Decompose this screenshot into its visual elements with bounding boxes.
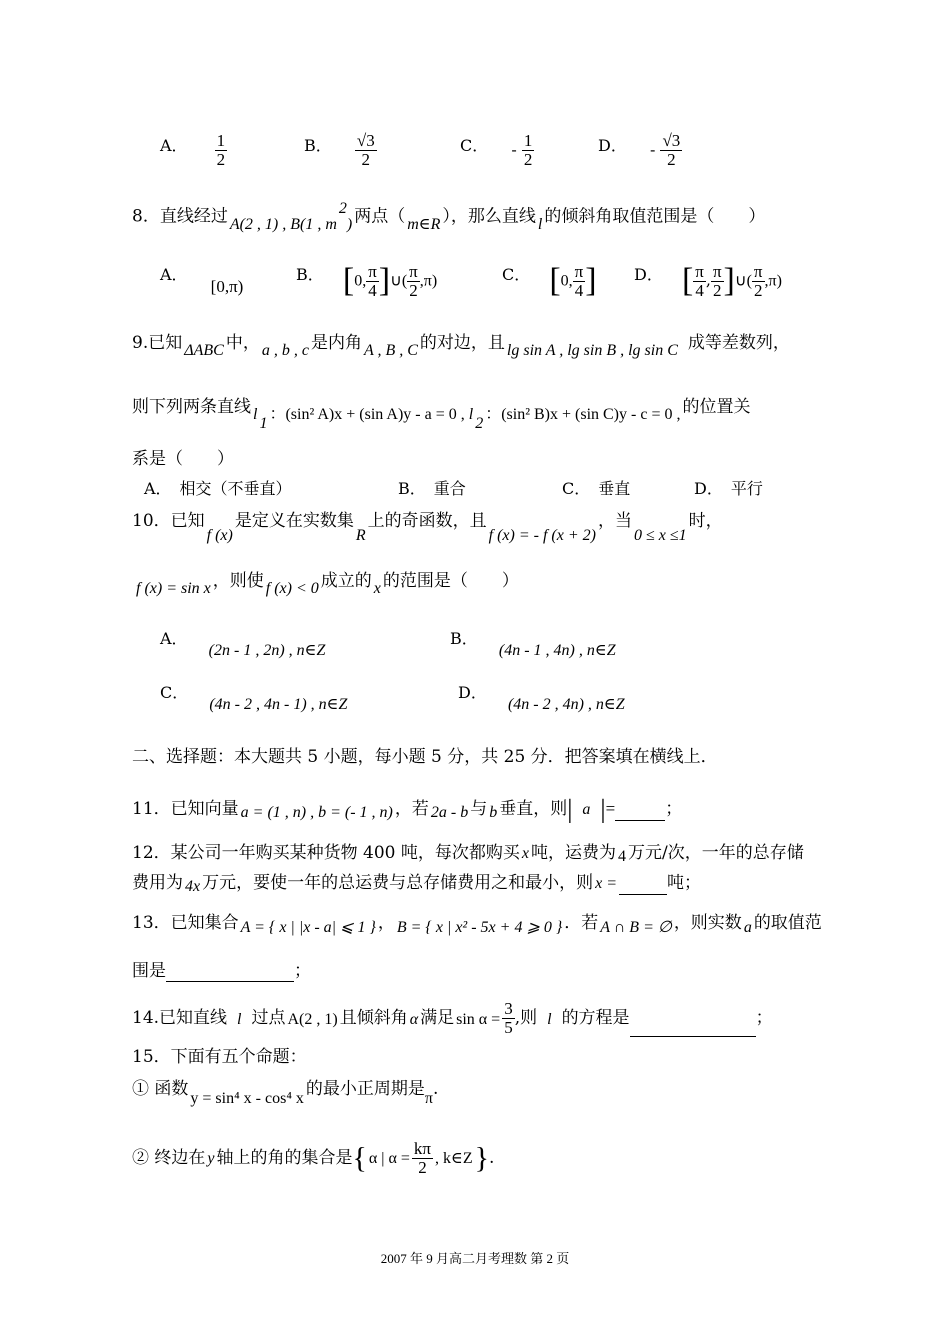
option-letter: B． bbox=[304, 136, 332, 155]
page-footer: 2007 年 9 月高二月考理数 第 2 页 bbox=[380, 1251, 570, 1266]
q11-stem: 11．已知向量 a = (1 , n) , b = (- 1 , n) ，若 2a - b 与 b 垂直，则| a |= ； bbox=[132, 794, 683, 824]
fraction: $\frac{1}{2}$ bbox=[523, 131, 533, 169]
q10-option-c: C． (4n - 2 , 4n - 1) , n∈Z bbox=[160, 683, 348, 713]
option-letter: C． bbox=[460, 136, 489, 155]
q9-stem-line3: 系是（ ） bbox=[132, 449, 234, 469]
q8-option-d: D． [ $\frac{\pi}{4}$ , $\frac{\pi}{2}$ ]∪( $\frac{\pi}{2}$ ,π) bbox=[634, 261, 782, 300]
q15-proposition-1: ① 函数 y = sin⁴ x - cos⁴ x 的最小正周期是π. bbox=[132, 1079, 439, 1107]
fraction: $\frac{1}{2}$ bbox=[216, 131, 226, 169]
q8-stem: 8．直线经过 A(2 , 1) , B(1 , $m^2$) 两点（ m∈R ），那么直线 l 的倾斜角取值范围是（ ） bbox=[132, 200, 766, 233]
q13-stem-line2: 围是 ； bbox=[132, 961, 311, 981]
answer-blank[interactable] bbox=[619, 894, 667, 895]
q10-stem-line2: f (x) = sin x ，则使 f (x) < 0 成立的 x 的范围是（ ） bbox=[136, 571, 519, 597]
q12-stem-line2: 费用为 4x 万元，要使一年的总运费与总存储费用之和最小，则 x = 吨； bbox=[132, 873, 702, 895]
q9-option-c: C． 垂直 bbox=[562, 479, 631, 498]
q9-option-a: A． 相交（不垂直） bbox=[144, 479, 292, 498]
q10-option-b: B． (4n - 1 , 4n) , n∈Z bbox=[450, 629, 616, 659]
answer-blank[interactable] bbox=[630, 1036, 756, 1037]
q8-option-c: C． [0, $\frac{\pi}{4}$ ] bbox=[502, 261, 597, 300]
q14-stem: 14.已知直线 l 过点 A(2 , 1) 且倾斜角 α 满足 sin α = $\frac{3}{5}$ ,则 l 的方程是 ； bbox=[132, 999, 773, 1037]
q12-stem-line1: 12．某公司一年购买某种货物 400 吨，每次都购买 x 吨，运费为 4 万元/次，一年的总存储 bbox=[132, 843, 804, 865]
q15-proposition-2: ② 终边在 y 轴上的角的集合是{ α | α = $\frac{k\pi}{2}$ , k∈Z}. bbox=[132, 1139, 495, 1177]
q15-stem: 15．下面有五个命题： bbox=[132, 1047, 307, 1067]
q7-option-b bbox=[304, 132, 377, 169]
minus-sign: - bbox=[649, 140, 656, 159]
q9-option-d: D． 平行 bbox=[694, 479, 763, 498]
q10-option-d: D． (4n - 2 , 4n) , n∈Z bbox=[458, 683, 625, 713]
fraction: $\frac{√3}{2}$ bbox=[662, 131, 681, 169]
q13-stem-line1: 13．已知集合 A = { x | |x - a| ⩽ 1 } ， B = { x | x² - 5x + 4 ⩾ 0 } ．若 A ∩ B = ∅ ，则实数 a 的取值范 bbox=[132, 913, 822, 936]
fraction: $\frac{3}{5}$ bbox=[504, 999, 513, 1037]
answer-blank[interactable] bbox=[615, 820, 665, 821]
q9-stem-line2: 则下列两条直线 $l_1$：(sin² A)x + (sin A)y - a = 0 , $l_2$：(sin² B)x + (sin C)y - c = 0 , 的位置关 bbox=[132, 397, 751, 433]
q8-option-b: B． [0, $\frac{\pi}{4}$ ]∪( $\frac{\pi}{2}$ ,π) bbox=[296, 261, 438, 300]
section-heading: 二、选择题：本大题共 5 小题，每小题 5 分，共 25 分．把答案填在横线上． bbox=[132, 747, 718, 767]
answer-blank[interactable] bbox=[166, 981, 294, 982]
q7-option-a bbox=[160, 132, 227, 169]
fraction: $\frac{√3}{2}$ bbox=[356, 131, 375, 169]
q9-stem-line1: 9.已知 ΔABC 中， a , b , c 是内角 A , B , C 的对边，且 lg sin A , lg sin B , lg sin C 成等差数列， bbox=[132, 333, 790, 359]
q10-option-a: A． (2n - 1 , 2n) , n∈Z bbox=[160, 629, 326, 659]
q10-stem-line1: 10．已知f (x)是定义在实数集R上的奇函数，且f (x) = - f (x + 2)，当0 ≤ x ≤1时， bbox=[132, 511, 723, 544]
option-letter: D． bbox=[598, 136, 627, 155]
q7-option-c bbox=[460, 132, 534, 169]
fraction: $\frac{k\pi}{2}$ bbox=[413, 1139, 432, 1177]
q9-option-b: B． 重合 bbox=[398, 479, 466, 498]
option-letter: A． bbox=[160, 136, 188, 155]
q7-option-d bbox=[598, 132, 682, 169]
minus-sign: - bbox=[511, 140, 517, 159]
q8-option-a: A． [0,π) bbox=[160, 265, 244, 296]
